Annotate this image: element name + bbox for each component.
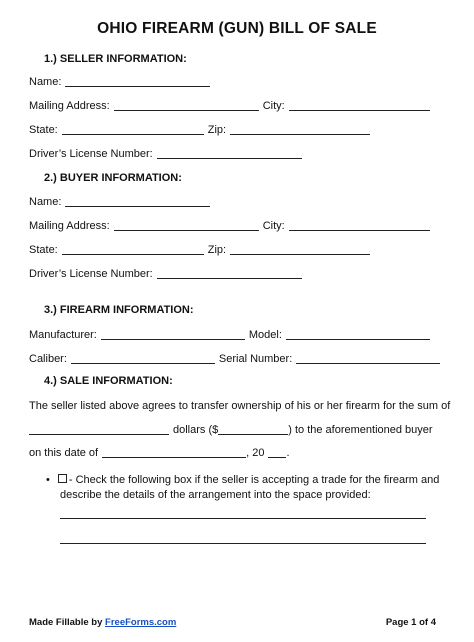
- seller-address-row: [29, 99, 434, 112]
- bullet-dot: •: [46, 474, 50, 486]
- caliber-field[interactable]: [71, 352, 215, 364]
- firearm-caliber-row: [29, 352, 444, 365]
- date-end-label: .: [286, 447, 290, 459]
- buyer-name-row: [29, 195, 214, 208]
- trade-instruction-line1: - Check the following box if the seller is accepting a trade for the firearm and: [68, 474, 440, 486]
- seller-name-label: Name:: [29, 76, 62, 88]
- buyer-zip-label: Zip:: [207, 244, 227, 256]
- made-fillable-label: Made Fillable by: [29, 617, 103, 628]
- seller-license-field[interactable]: [157, 147, 302, 159]
- trade-instruction-line2: describe the details of the arrangement into the space provided:: [60, 489, 371, 501]
- buyer-license-label: Driver’s License Number:: [29, 268, 153, 280]
- sale-section-heading: 4.) SALE INFORMATION:: [44, 375, 173, 387]
- seller-zip-field[interactable]: [230, 123, 370, 135]
- date-prefix-label: on this date of: [29, 447, 99, 459]
- buyer-address-row: [29, 219, 434, 232]
- model-label: Model:: [248, 329, 282, 341]
- manufacturer-field[interactable]: [101, 328, 245, 340]
- firearm-section-heading: 3.) FIREARM INFORMATION:: [44, 304, 194, 316]
- caliber-label: Caliber:: [29, 353, 67, 365]
- serial-number-label: Serial Number:: [218, 353, 293, 365]
- trade-checkbox[interactable]: [58, 474, 67, 483]
- seller-city-field[interactable]: [289, 99, 430, 111]
- manufacturer-label: Manufacturer:: [29, 329, 97, 341]
- sale-amount-words-field[interactable]: [29, 423, 169, 435]
- seller-name-field[interactable]: [65, 75, 210, 87]
- buyer-name-label: Name:: [29, 196, 62, 208]
- buyer-mailing-field[interactable]: [114, 219, 259, 231]
- trade-details-line-2[interactable]: [60, 543, 426, 544]
- sale-year-field[interactable]: [268, 446, 286, 458]
- buyer-zip-field[interactable]: [230, 243, 370, 255]
- buyer-state-row: [29, 243, 374, 256]
- buyer-state-field[interactable]: [62, 243, 204, 255]
- seller-city-label: City:: [262, 100, 285, 112]
- sale-date-field[interactable]: [102, 446, 246, 458]
- trade-details-line-1[interactable]: [60, 518, 426, 519]
- buyer-section-heading: 2.) BUYER INFORMATION:: [44, 172, 182, 184]
- trade-bullet: [46, 474, 439, 501]
- buyer-state-label: State:: [29, 244, 58, 256]
- page-number: Page 1 of 4: [385, 617, 436, 628]
- buyer-license-row: [29, 267, 306, 280]
- model-field[interactable]: [286, 328, 430, 340]
- seller-mailing-field[interactable]: [114, 99, 259, 111]
- seller-state-field[interactable]: [62, 123, 204, 135]
- buyer-license-field[interactable]: [157, 267, 302, 279]
- serial-number-field[interactable]: [296, 352, 440, 364]
- seller-state-row: [29, 123, 374, 136]
- date-year-label: , 20: [246, 447, 265, 459]
- freeforms-link[interactable]: FreeForms.com: [105, 617, 177, 628]
- buyer-city-label: City:: [262, 220, 285, 232]
- seller-name-row: [29, 75, 214, 88]
- seller-license-row: [29, 147, 306, 160]
- footer-credit: [29, 617, 176, 628]
- seller-mailing-label: Mailing Address:: [29, 100, 110, 112]
- sale-paragraph-line1: The seller listed above agrees to transfer ownership of his or her firearm for the sum of: [29, 400, 451, 412]
- seller-state-label: State:: [29, 124, 58, 136]
- buyer-city-field[interactable]: [289, 219, 430, 231]
- seller-license-label: Driver’s License Number:: [29, 148, 153, 160]
- sale-date-row: [29, 446, 290, 459]
- seller-zip-label: Zip:: [207, 124, 227, 136]
- firearm-manufacturer-row: [29, 328, 434, 341]
- buyer-text-label: ) to the aforementioned buyer: [288, 424, 433, 436]
- buyer-name-field[interactable]: [65, 195, 210, 207]
- sale-amount-row: [29, 423, 433, 436]
- seller-section-heading: 1.) SELLER INFORMATION:: [44, 53, 187, 65]
- sale-amount-number-field[interactable]: [218, 423, 288, 435]
- dollars-label: dollars ($: [173, 424, 219, 436]
- buyer-mailing-label: Mailing Address:: [29, 220, 110, 232]
- document-title: OHIO FIREARM (GUN) BILL OF SALE: [97, 20, 377, 37]
